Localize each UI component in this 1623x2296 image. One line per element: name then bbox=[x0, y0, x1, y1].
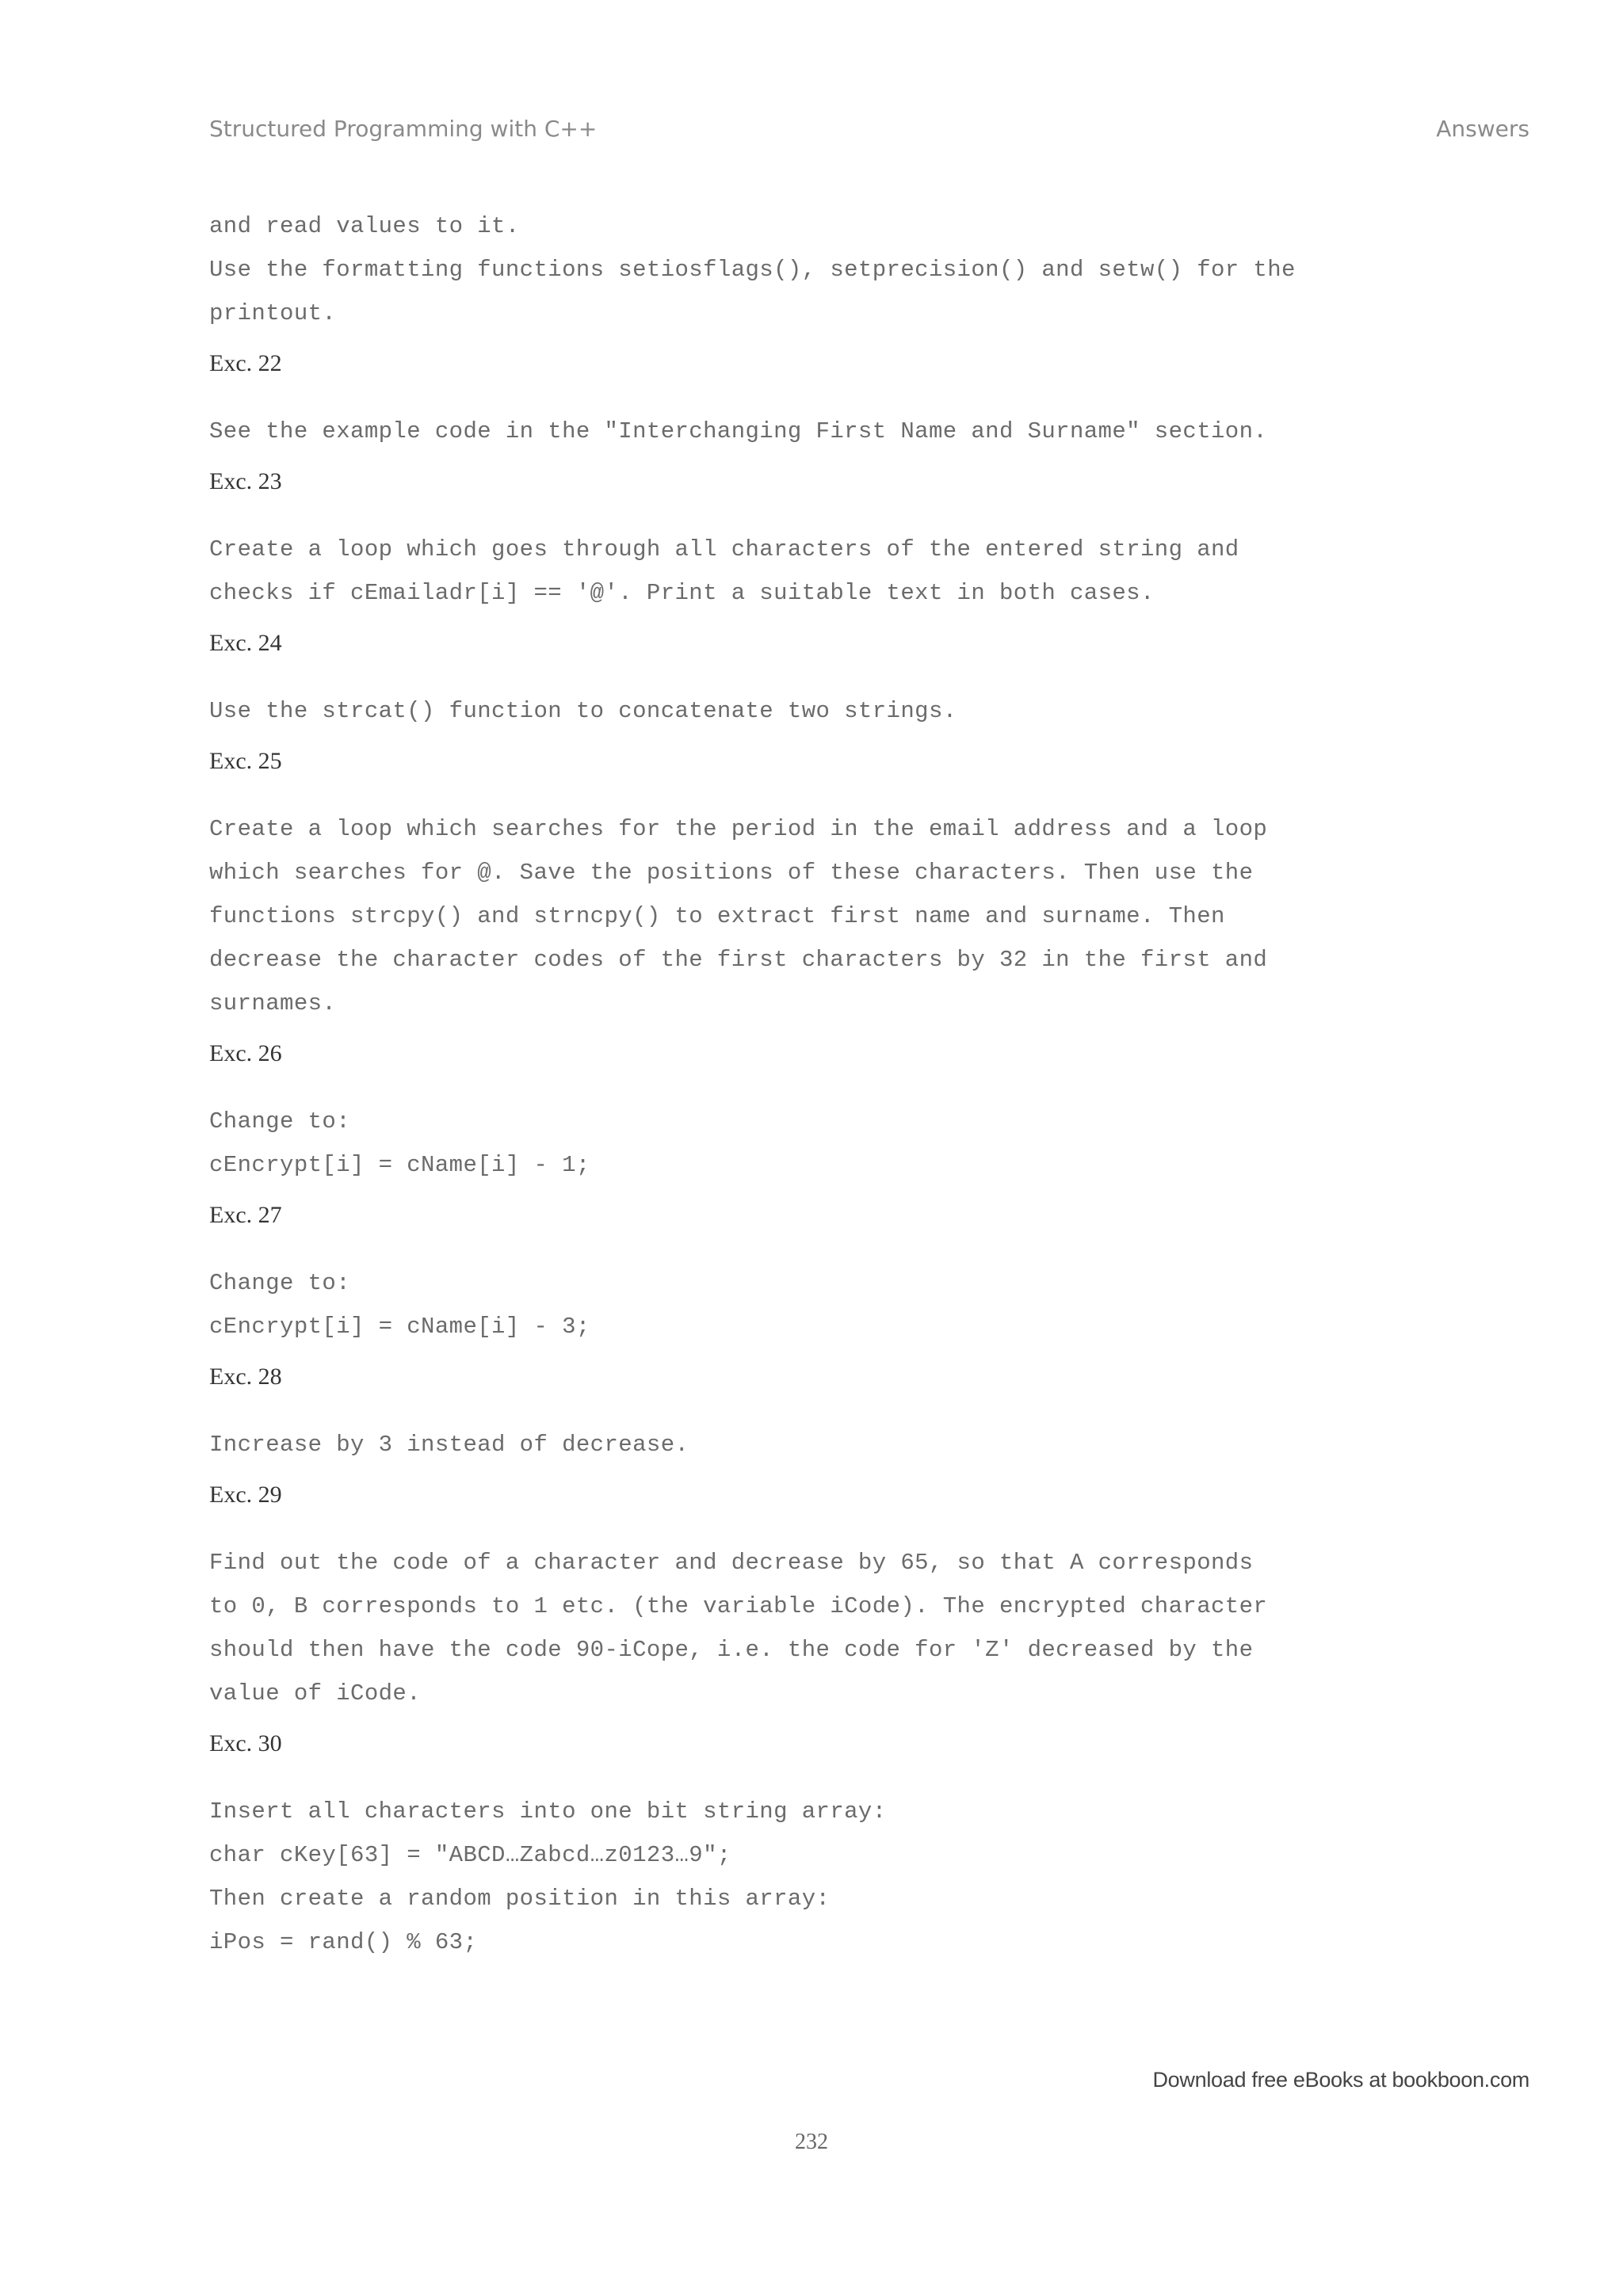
text-line: surnames. bbox=[209, 990, 337, 1016]
text-line: decrease the character codes of the first characters by 32 in the first and bbox=[209, 947, 1268, 973]
intro-paragraph bbox=[209, 204, 1556, 335]
page-header bbox=[209, 116, 1529, 142]
text-line: value of iCode. bbox=[209, 1680, 422, 1707]
exercise-answer bbox=[209, 1423, 1556, 1466]
exercise-answer bbox=[209, 689, 1556, 733]
page-content bbox=[209, 204, 1556, 1964]
code-line: iPos = rand() % 63; bbox=[209, 1929, 478, 1955]
exercise-answer bbox=[209, 807, 1556, 1025]
text-line: which searches for @. Save the positions of these characters. Then use the bbox=[209, 860, 1254, 886]
code-line: cEncrypt[i] = cName[i] - 1; bbox=[209, 1152, 590, 1178]
text-line: to 0, B corresponds to 1 etc. (the variable iCode). The encrypted character bbox=[209, 1593, 1268, 1619]
exercise-answer bbox=[209, 410, 1556, 453]
exercise-answer bbox=[209, 1261, 1556, 1348]
text-line: should then have the code 90-iCope, i.e. the code for 'Z' decreased by the bbox=[209, 1637, 1254, 1663]
exercise-answer bbox=[209, 528, 1556, 615]
exercise-heading: Exc. 24 bbox=[209, 630, 282, 656]
page-number: 232 bbox=[795, 2130, 828, 2154]
code-line: char cKey[63] = "ABCD…Zabcd…z0123…9"; bbox=[209, 1842, 731, 1868]
exercise-answer bbox=[209, 1541, 1556, 1715]
text-line: and read values to it. bbox=[209, 213, 520, 239]
exercise-heading: Exc. 26 bbox=[209, 1040, 282, 1066]
text-line: Increase by 3 instead of decrease. bbox=[209, 1432, 689, 1458]
text-line: Find out the code of a character and decrease by 65, so that A corresponds bbox=[209, 1550, 1254, 1576]
text-line: Use the formatting functions setiosflags(), setprecision() and setw() for the bbox=[209, 257, 1296, 283]
text-line: Create a loop which searches for the period in the email address and a loop bbox=[209, 816, 1268, 842]
text-line: checks if cEmailadr[i] == '@'. Print a suitable text in both cases. bbox=[209, 580, 1155, 606]
code-line: cEncrypt[i] = cName[i] - 3; bbox=[209, 1314, 590, 1340]
exercise-heading: Exc. 29 bbox=[209, 1482, 282, 1508]
exercise-heading: Exc. 27 bbox=[209, 1202, 282, 1228]
text-line: Then create a random position in this array: bbox=[209, 1886, 831, 1912]
exercise-heading: Exc. 25 bbox=[209, 748, 282, 774]
exercise-heading: Exc. 28 bbox=[209, 1363, 282, 1390]
section-title: Answers bbox=[1436, 116, 1529, 142]
text-line: Create a loop which goes through all characters of the entered string and bbox=[209, 536, 1239, 563]
text-line: Use the strcat() function to concatenate two strings. bbox=[209, 698, 957, 724]
exercise-heading: Exc. 23 bbox=[209, 468, 282, 494]
text-line: Change to: bbox=[209, 1270, 351, 1296]
exercise-heading: Exc. 22 bbox=[209, 350, 282, 376]
text-line: Change to: bbox=[209, 1108, 351, 1135]
exercise-heading: Exc. 30 bbox=[209, 1730, 282, 1756]
download-link[interactable]: Download free eBooks at bookboon.com bbox=[1152, 2068, 1529, 2092]
book-title: Structured Programming with C++ bbox=[209, 116, 598, 142]
text-line: functions strcpy() and strncpy() to extract first name and surname. Then bbox=[209, 903, 1225, 929]
text-line: See the example code in the "Interchanging First Name and Surname" section. bbox=[209, 418, 1268, 444]
text-line: Insert all characters into one bit string array: bbox=[209, 1798, 887, 1825]
exercise-answer bbox=[209, 1790, 1556, 1964]
exercise-answer bbox=[209, 1100, 1556, 1187]
text-line: printout. bbox=[209, 300, 337, 326]
